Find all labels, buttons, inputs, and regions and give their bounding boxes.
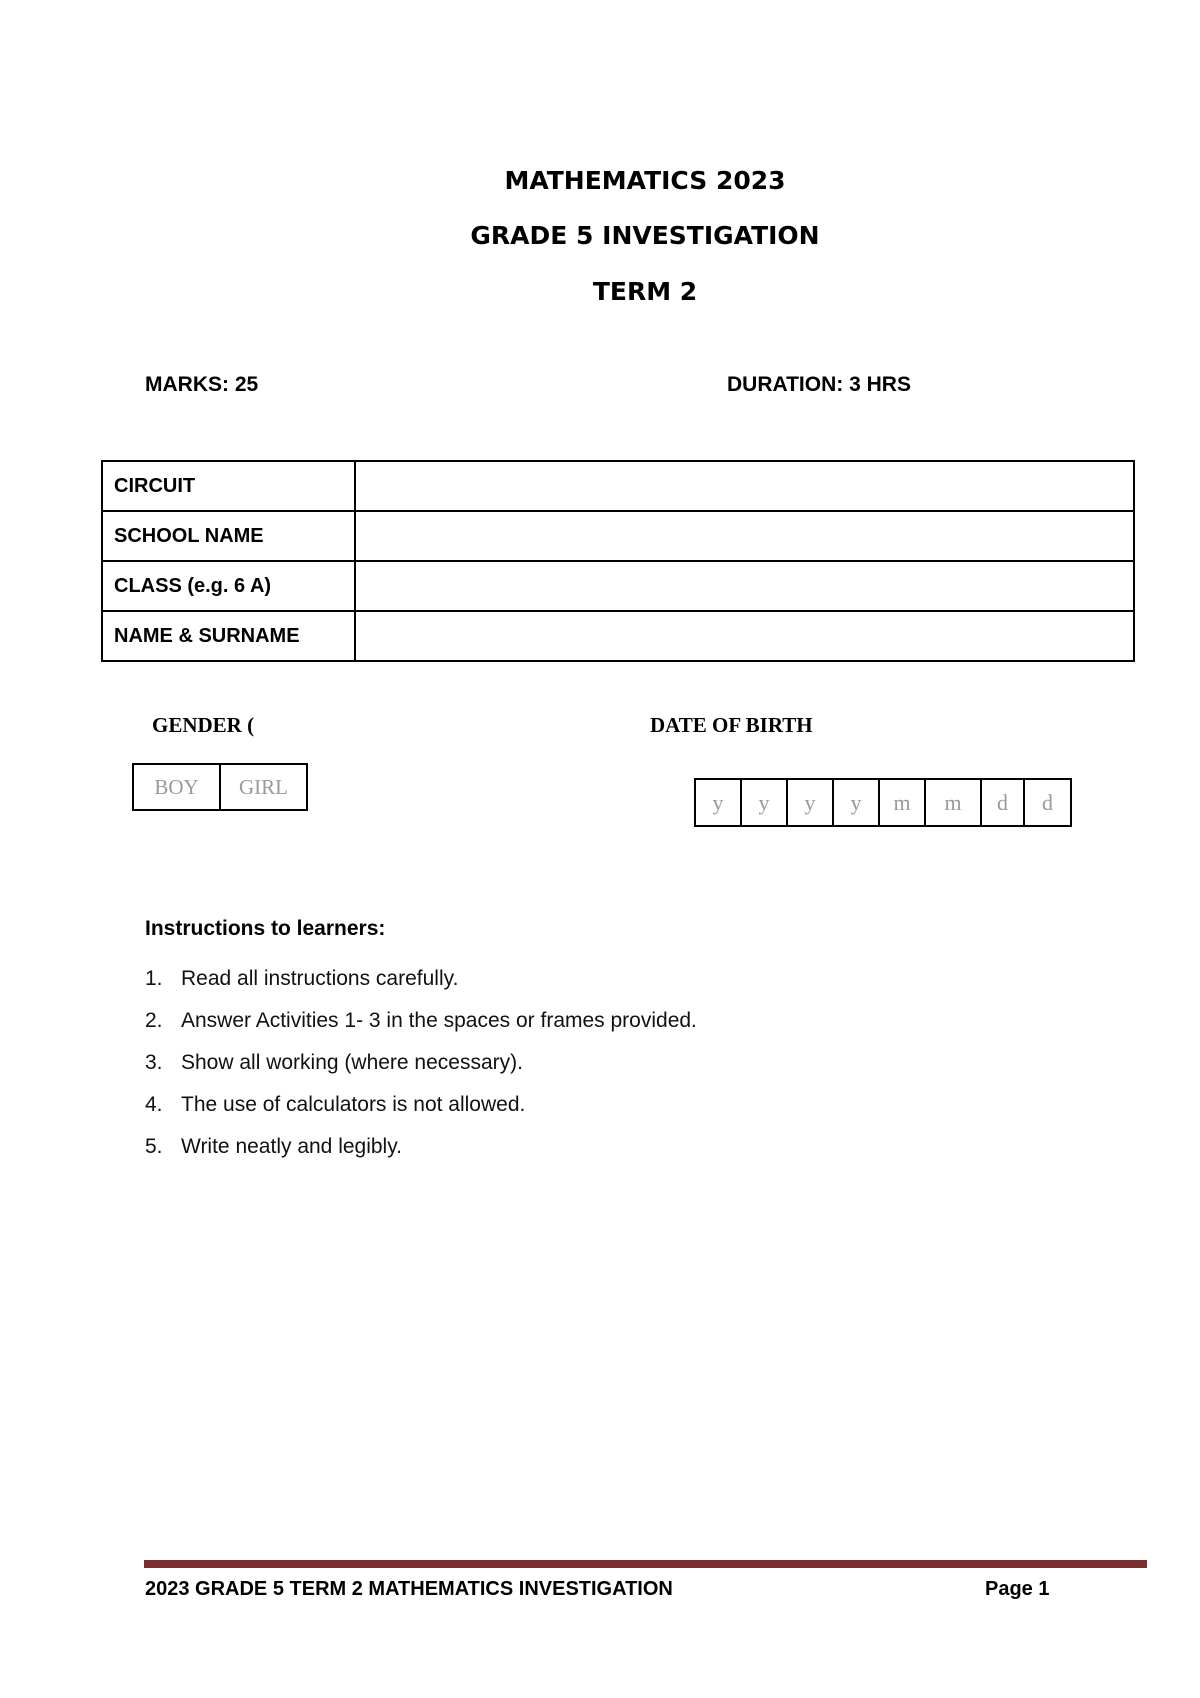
- list-item-text: The use of calculators is not allowed.: [181, 1093, 526, 1116]
- dob-year-digit-3[interactable]: y: [788, 780, 834, 825]
- dob-day-digit-1[interactable]: d: [982, 780, 1025, 825]
- circuit-field[interactable]: [355, 461, 1134, 511]
- table-row: [102, 561, 1134, 611]
- list-item: [145, 1042, 697, 1084]
- dob-year-digit-2[interactable]: y: [742, 780, 788, 825]
- school-name-label: SCHOOL NAME: [102, 511, 355, 561]
- list-item-number: 4.: [145, 1093, 163, 1116]
- list-item: [145, 958, 697, 1000]
- dob-year-digit-4[interactable]: y: [834, 780, 880, 825]
- dob-month-digit-2[interactable]: m: [926, 780, 982, 825]
- gender-options: [132, 763, 308, 811]
- list-item-number: 1.: [145, 967, 163, 990]
- name-surname-label: NAME & SURNAME: [102, 611, 355, 661]
- school-name-field[interactable]: [355, 511, 1134, 561]
- dob-day-digit-2[interactable]: d: [1042, 789, 1053, 815]
- list-item-number: 2.: [145, 1009, 163, 1032]
- gender-option-boy[interactable]: BOY: [134, 765, 221, 809]
- list-item-number: 5.: [145, 1135, 163, 1158]
- list-item-number: 3.: [145, 1051, 163, 1074]
- list-item-text: Read all instructions carefully.: [181, 967, 459, 990]
- list-item: [145, 1000, 697, 1042]
- footer-divider: [144, 1560, 1147, 1568]
- class-field[interactable]: [355, 561, 1134, 611]
- list-item-text: Answer Activities 1- 3 in the spaces or frames provided.: [181, 1009, 697, 1032]
- circuit-label: CIRCUIT: [102, 461, 355, 511]
- instructions-heading: Instructions to learners:: [145, 917, 386, 940]
- name-surname-field[interactable]: [355, 611, 1134, 661]
- document-term: TERM 2: [592, 277, 698, 306]
- list-item: [145, 1126, 697, 1168]
- page-number: Page 1: [985, 1578, 1050, 1600]
- footer-title: 2023 GRADE 5 TERM 2 MATHEMATICS INVESTIGATION: [145, 1578, 673, 1600]
- gender-option-girl[interactable]: GIRL: [239, 774, 288, 799]
- date-of-birth-label: DATE OF BIRTH: [650, 713, 813, 737]
- gender-label: GENDER (: [152, 713, 255, 737]
- table-row: [102, 511, 1134, 561]
- list-item: [145, 1084, 697, 1126]
- table-row: [102, 461, 1134, 511]
- document-subtitle: GRADE 5 INVESTIGATION: [470, 221, 820, 250]
- learner-info-table: [101, 460, 1135, 662]
- dob-year-digit-1[interactable]: y: [696, 780, 742, 825]
- duration-label: DURATION: 3 HRS: [727, 373, 911, 396]
- table-row: [102, 611, 1134, 661]
- dob-month-digit-1[interactable]: m: [880, 780, 926, 825]
- marks-label: MARKS: 25: [145, 373, 259, 396]
- document-title: MATHEMATICS 2023: [504, 166, 786, 195]
- list-item-text: Show all working (where necessary).: [181, 1051, 523, 1074]
- list-item-text: Write neatly and legibly.: [181, 1135, 403, 1158]
- instructions-list: [145, 958, 697, 1168]
- class-label: CLASS (e.g. 6 A): [102, 561, 355, 611]
- date-of-birth-boxes: [694, 778, 1072, 827]
